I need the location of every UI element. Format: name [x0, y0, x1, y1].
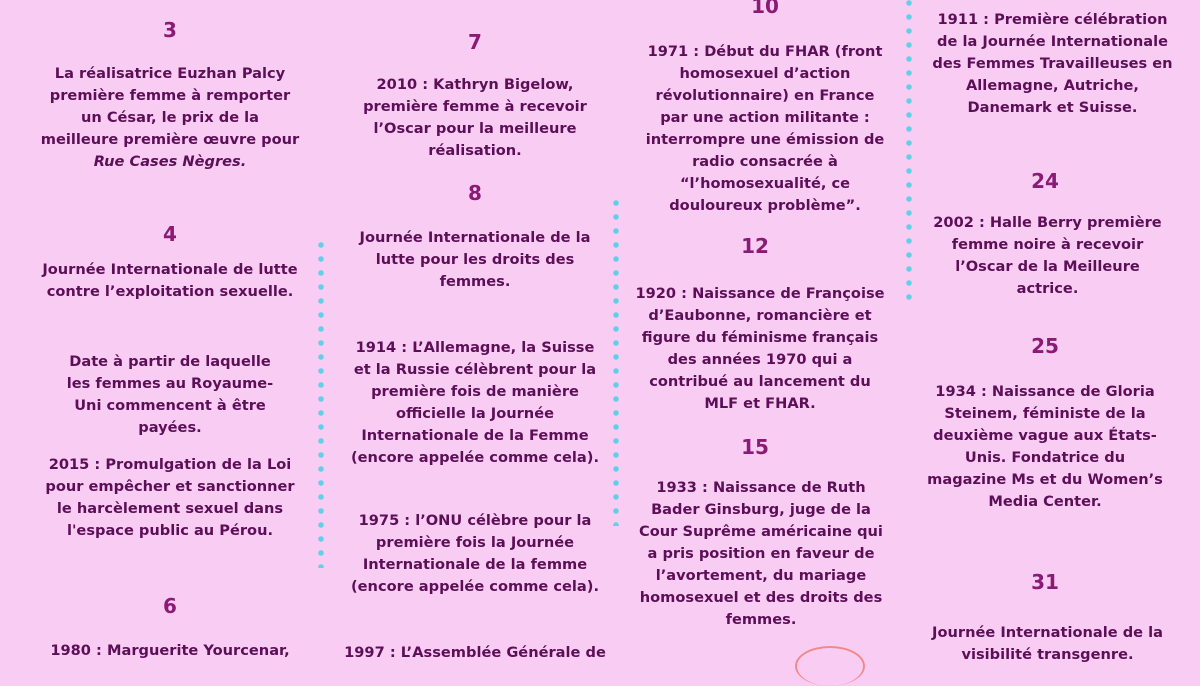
event-text: Journée Internationale de la visibilité transgenre.: [932, 624, 1163, 663]
dotted-separator-2: [613, 196, 619, 526]
day-number: 24: [1031, 169, 1059, 193]
day-number: 25: [1031, 334, 1059, 358]
day-number: 6: [163, 594, 177, 618]
event-text: [40, 63, 300, 173]
event-text: 1997 : L’Assemblée Générale de: [344, 644, 606, 661]
event-text: 1933 : Naissance de Ruth Bader Ginsburg, juge de la Cour Suprême américaine qui a pris position en faveur de l’avortement, du mariage homosexuel et des droits des femmes.: [639, 479, 883, 628]
day-number: 15: [741, 435, 769, 459]
event-text: 1914 : L’Allemagne, la Suisse et la Russie célèbrent pour la première fois de manière officielle la Journée Internationale de la Femme (encore appelée comme cela).: [350, 339, 599, 466]
event-text: 1911 : Première célébration de la Journée Internationale des Femmes Travailleuses en Allemagne, Autriche, Danemark et Suisse.: [932, 11, 1173, 116]
event-text: 1920 : Naissance de Françoise d’Eaubonne, romancière et figure du féminisme français des années 1970 qui a contribué au lancement du MLF et FHAR.: [635, 285, 885, 412]
day-number: 8: [468, 181, 482, 205]
event-text: 1971 : Début du FHAR (front homosexuel d’action révolutionnaire) en France par une action militante : interrompre une émission de radio consacrée à “l’homosexualité, ce douloureux problème”.: [645, 43, 885, 214]
event-text: 1934 : Naissance de Gloria Steinem, féministe de la deuxième vague aux États-Unis. Fondatrice du magazine Ms et du Women’s Media Center.: [927, 383, 1163, 510]
day-number: 31: [1031, 570, 1059, 594]
dotted-separator-1: [318, 238, 324, 568]
dotted-separator-3: [906, 0, 912, 308]
event-text: 2015 : Promulgation de la Loi pour empêcher et sanctionner le harcèlement sexuel dans l'espace public au Pérou.: [45, 456, 295, 539]
event-text-main: La réalisatrice Euzhan Palcy première femme à remporter un César, le prix de la meilleure première œuvre pour: [40, 65, 300, 148]
day-number: 10: [751, 0, 779, 18]
day-number: 12: [741, 234, 769, 258]
day-number: 3: [163, 18, 177, 42]
day-number: 4: [163, 222, 177, 246]
decorative-swirl-icon: [795, 646, 865, 686]
event-text-title: Rue Cases Nègres.: [93, 153, 247, 170]
event-text: Journée Internationale de lutte contre l’exploitation sexuelle.: [42, 261, 298, 300]
event-text: 1975 : l’ONU célèbre pour la première fois la Journée Internationale de la femme (encore appelée comme cela).: [350, 512, 599, 595]
event-text: 1980 : Marguerite Yourcenar,: [50, 642, 290, 659]
event-text: 2010 : Kathryn Bigelow, première femme à recevoir l’Oscar pour la meilleure réalisation.: [363, 76, 587, 159]
day-number: 7: [468, 30, 482, 54]
event-text: Date à partir de laquelle les femmes au Royaume-Uni commencent à être payées.: [66, 353, 274, 436]
event-text: Journée Internationale de la lutte pour les droits des femmes.: [359, 229, 591, 290]
event-text: 2002 : Halle Berry première femme noire à recevoir l’Oscar de la Meilleure actrice.: [933, 214, 1162, 297]
